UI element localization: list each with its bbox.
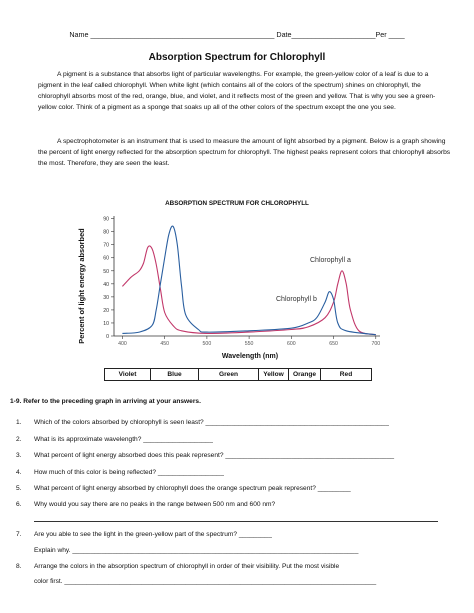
x-tick-label: 700 <box>371 341 381 347</box>
color-spectrum-bar <box>104 368 372 381</box>
color-bar-blue: Blue <box>151 369 199 380</box>
y-axis-ticks <box>103 217 114 340</box>
question-text: What percent of light energy absorbed by chlorophyll does the orange spectrum peak represent? _________ <box>34 485 351 492</box>
chart-title: ABSORPTION SPECTRUM FOR CHLOROPHYLL <box>165 200 309 207</box>
color-bar-yellow: Yellow <box>259 369 289 380</box>
questions-heading: 1-9. Refer to the preceding graph in arriving at your answers. <box>10 398 201 405</box>
x-tick-label: 550 <box>244 341 254 347</box>
question-number: 7. <box>16 531 22 538</box>
series-label-chlorophyll-b: Chlorophyll b <box>276 296 317 303</box>
color-bar-orange: Orange <box>289 369 321 380</box>
x-axis-ticks <box>118 336 380 347</box>
x-tick-label: 400 <box>118 341 127 347</box>
y-tick-label: 20 <box>103 307 109 314</box>
color-bar-red: Red <box>339 371 353 378</box>
question-text: What is its approximate wavelength? ___________________ <box>34 436 213 443</box>
question-1 <box>16 419 389 426</box>
answer-line[interactable] <box>34 521 438 522</box>
question-2 <box>16 436 213 443</box>
y-tick-label: 90 <box>103 216 109 223</box>
question-text: Arrange the colors in the absorption spectrum of chlorophyll in order of their visibility. Put the most visible <box>34 563 340 570</box>
x-axis-label: Wavelength (nm) <box>221 353 279 360</box>
y-tick-label: 40 <box>103 281 109 288</box>
color-bar-violet: Violet <box>105 369 151 380</box>
question-8-continued: color first. _____________________________________________________________________________________ <box>34 578 377 585</box>
series-line-chlorophyll-b <box>122 226 375 335</box>
x-tick-label: 500 <box>202 341 212 347</box>
chart-series <box>122 226 375 335</box>
y-tick-label: 80 <box>103 229 109 236</box>
question-number: 5. <box>16 485 22 492</box>
question-text: Why would you say there are no peaks in the range between 500 nm and 600 nm? <box>34 501 276 508</box>
question-3 <box>16 452 394 459</box>
y-tick-label: 50 <box>103 268 109 275</box>
x-tick-label: 450 <box>160 341 169 347</box>
question-number: 3. <box>16 452 22 459</box>
question-text: How much of this color is being reflected? __________________ <box>34 469 224 476</box>
y-tick-label: 30 <box>103 294 109 301</box>
name-date-period-line: Name ______________________________________________ Date_____________________Per ____ <box>69 30 405 39</box>
y-tick-label: 10 <box>103 320 109 327</box>
question-number: 6. <box>16 501 22 508</box>
intro-paragraph: A pigment is a substance that absorbs light of particular wavelengths. For example, the green-yellow color of a leaf is due to a pigment in the leaf called chlorophyll. When white light (which contains all of the colors of the spectrum) shines on chlorophyll, the chlorophyll absorbs most of the red, orange, blue, and violet, and it reflects most of the green and yellow. That is why you see a green-yellow color. Think of a pigment as a sponge that soaks up all of the other colors of the spectrum except the one you see. <box>38 71 436 111</box>
question-number: 1. <box>16 419 22 426</box>
x-tick-label: 650 <box>329 341 338 347</box>
absorption-spectrum-chart <box>70 210 390 366</box>
question-text: What percent of light energy absorbed does this peak represent? ______________________________________________ <box>34 452 395 459</box>
y-tick-label: 0 <box>106 334 109 340</box>
question-number: 4. <box>16 469 22 476</box>
question-8 <box>16 563 339 570</box>
question-7 <box>16 531 272 538</box>
color-bar-green: Green <box>199 369 259 380</box>
page-title: Absorption Spectrum for Chlorophyll <box>148 52 326 63</box>
question-text: Which of the colors absorbed by chlorophyll is seen least? __________________________________________________ <box>34 419 389 426</box>
x-tick-label: 600 <box>287 341 296 347</box>
question-number: 2. <box>16 436 22 443</box>
question-text: Are you able to see the light in the green-yellow part of the spectrum? _________ <box>34 531 272 538</box>
question-7-explain: Explain why. ______________________________________________________________________________ <box>34 547 359 554</box>
question-5 <box>16 485 351 492</box>
spectrophotometer-paragraph: A spectrophotometer is an instrument that is used to measure the amount of light absorbed by a pigment. Below is a graph showing the percent of light energy reflected for the absorption spectrum for chlorophyll. The highest peaks represent colors that chlorophyll absorbs the most. Therefore, they are seen the least. <box>38 138 451 167</box>
question-4 <box>16 469 224 476</box>
question-number: 8. <box>16 563 22 570</box>
question-6 <box>16 501 275 508</box>
y-tick-label: 70 <box>103 242 109 249</box>
y-axis-label: Percent of light energy absorbed <box>77 228 86 344</box>
series-label-chlorophyll-a: Chlorophyll a <box>310 257 351 264</box>
y-tick-label: 60 <box>103 255 109 262</box>
